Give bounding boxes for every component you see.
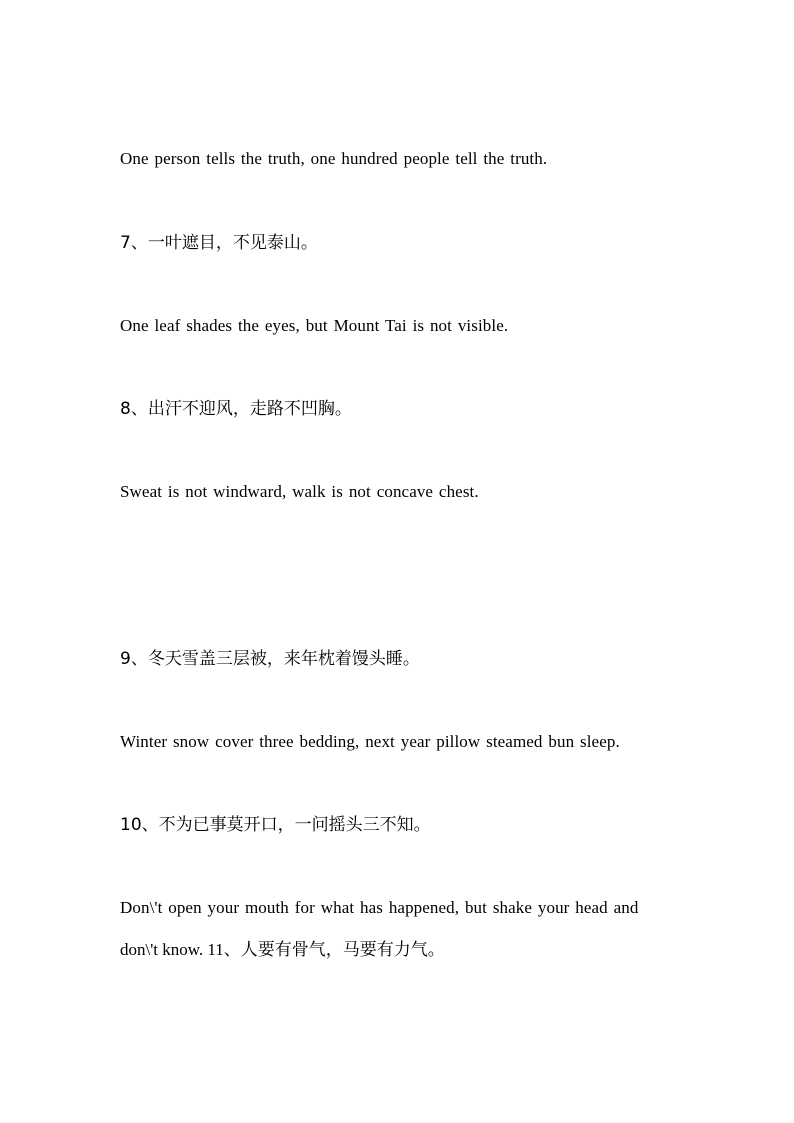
- text-line-zh-10: 10、不为已事莫开口，一问摇头三不知。: [120, 815, 431, 835]
- text-line-en-truth: One person tells the truth, one hundred people tell the truth.: [120, 149, 548, 168]
- text-line-en-mouth: Don\'t open your mouth for what has happened, but shake your head and: [120, 898, 639, 917]
- text-line-en-winter: Winter snow cover three bedding, next year pillow steamed bun sleep.: [120, 732, 620, 751]
- text-line-zh-9: 9、冬天雪盖三层被，来年枕着馒头睡。: [120, 649, 420, 669]
- text-line-zh-8: 8、出汗不迎风，走路不凹胸。: [120, 399, 352, 419]
- text-line-en-sweat: Sweat is not windward, walk is not concave chest.: [120, 482, 479, 501]
- text-line-en-leaf: One leaf shades the eyes, but Mount Tai is not visible.: [120, 316, 509, 335]
- text-line-zh-7: 7、一叶遮目，不见泰山。: [120, 233, 318, 253]
- text-line-mixed-11: don\'t know. 11、人要有骨气，马要有力气。: [120, 940, 445, 959]
